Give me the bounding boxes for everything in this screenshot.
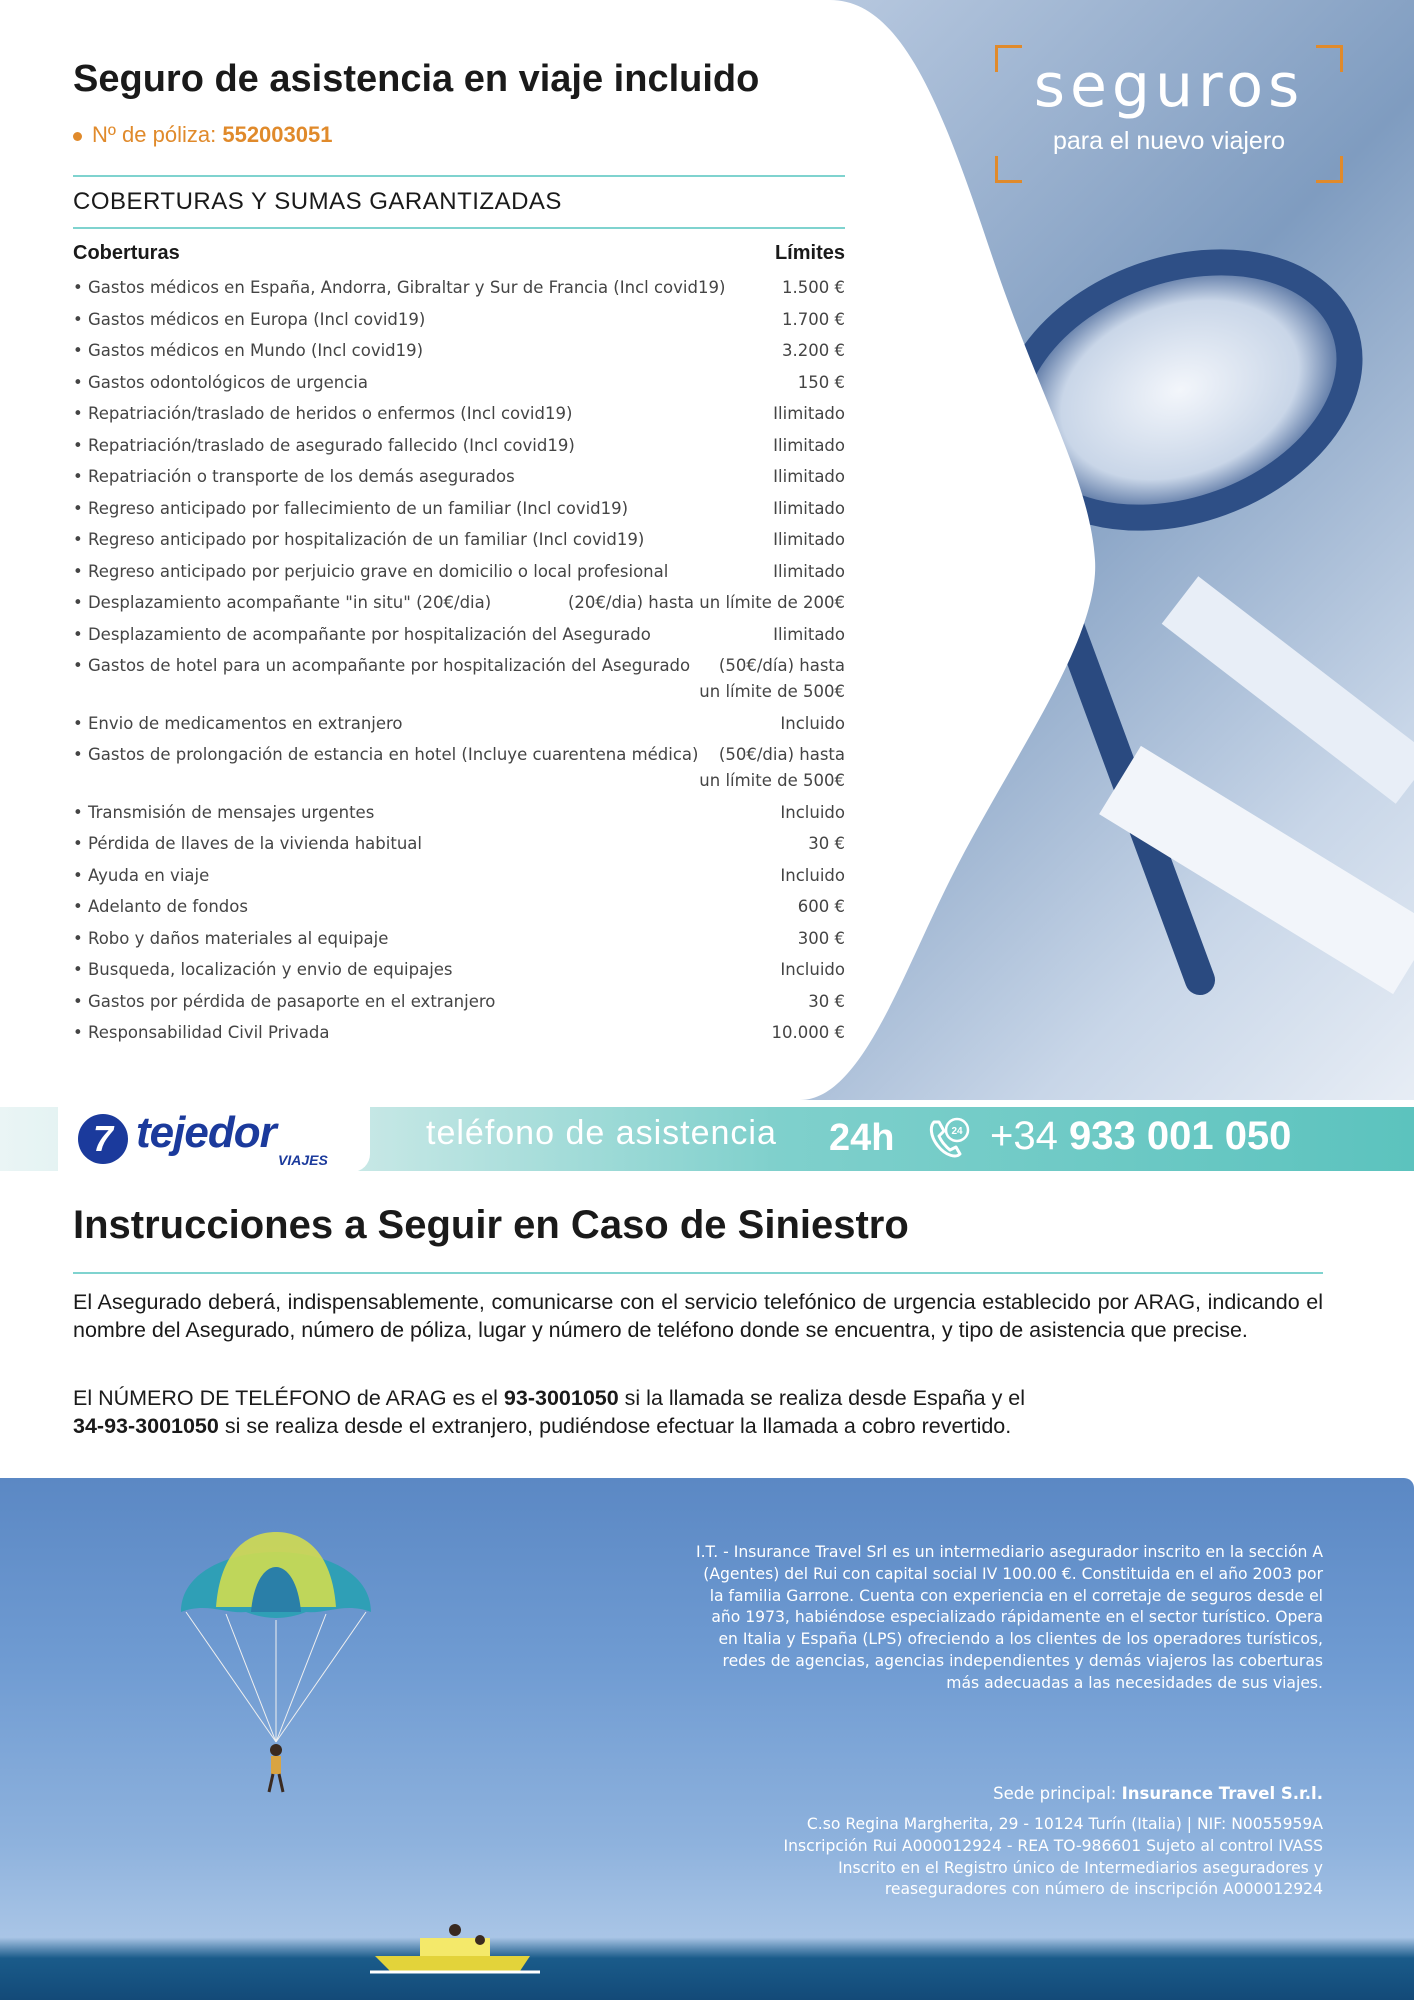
coverage-limit: Ilimitado (773, 498, 845, 518)
coverage-limit: 30 € (808, 991, 845, 1011)
coverage-label: • Gastos médicos en España, Andorra, Gibraltar y Sur de Francia (Incl covid19) (73, 278, 726, 297)
coverage-limit: Ilimitado (773, 435, 845, 455)
limits-column-header: Límites (774, 242, 845, 264)
logo-seven-icon: 7 (78, 1114, 128, 1164)
coverage-label: • Repatriación o transporte de los demás asegurados (73, 467, 515, 486)
coverage-row (73, 740, 845, 798)
headquarters-line: Sede principal: Insurance Travel S.r.l. (993, 1784, 1323, 1803)
parachute-graphic (176, 1502, 376, 1802)
coverage-limit: (50€/día) hasta un límite de 500€ (699, 656, 845, 701)
divider (73, 1272, 1323, 1274)
coverage-label: • Gastos por pérdida de pasaporte en el extranjero (73, 991, 496, 1011)
logo-name: tejedor (136, 1108, 276, 1157)
coverage-row (73, 1018, 845, 1050)
coverage-row (73, 955, 845, 987)
coverage-label: • Adelanto de fondos (73, 897, 248, 916)
seguros-subtitle: para el nuevo viajero (1052, 127, 1286, 155)
coverage-row (73, 829, 845, 861)
coverage-label: • Envio de medicamentos en extranjero (73, 713, 403, 733)
coverage-row (73, 399, 845, 431)
company-address: C.so Regina Margherita, 29 - 10124 Turín (Italia) | NIF: N0055959A Inscripción Rui A000012924 - REA TO-986601 Sujeto al control IVASS Inscrito en el Registro único de Intermediarios aseguradores y reaseguradores con número de inscripción A000012924 (783, 1815, 1323, 1899)
coverage-limit: (20€/dia) hasta un límite de 200€ (567, 593, 845, 612)
coverage-limit: Ilimitado (773, 467, 845, 486)
coverage-label: • Busqueda, localización y envio de equipajes (73, 960, 453, 979)
page-title: Seguro de asistencia en viaje incluido (73, 58, 760, 100)
coverage-label: • Pérdida de llaves de la vivienda habitual (73, 834, 422, 853)
instructions-paragraph-2: El NÚMERO DE TELÉFONO de ARAG es el 93-3001050 si la llamada se realiza desde España y el 34-93-3001050 si se realiza desde el extranjero, pudiéndose efectuar la llamada a cobro revertido. (73, 1386, 1026, 1438)
coverage-label: • Desplazamiento acompañante "in situ" (20€/dia) (73, 593, 492, 612)
coverage-limit: Incluido (780, 802, 845, 822)
coverage-row (73, 651, 845, 709)
coverage-row (73, 798, 845, 830)
coverage-row (73, 525, 845, 557)
coverage-row (73, 892, 845, 924)
logo-tagline: VIAJES (278, 1152, 328, 1168)
boat-graphic (370, 1916, 540, 1976)
coverage-label: • Gastos odontológicos de urgencia (73, 372, 368, 392)
coverage-section-title: COBERTURAS Y SUMAS GARANTIZADAS (73, 188, 562, 215)
company-description: I.T. - Insurance Travel Srl es un intermediario asegurador inscrito en la sección A (Agentes) del Rui con capital social IV 100.00 €. Constituida en el año 2003 por la familia Garrone. Cuenta con experiencia en el corretaje de seguros desde el año 1973, habiéndose especializado rápidamente en el sector turístico. Opera en Italia y España (LPS) ofreciendo a los clientes de los operadores turísticos, redes de agencias, agencias independientes y demás viajeros las coberturas más adecuadas a las necesidades de sus viajes. (696, 1543, 1323, 1692)
assistance-phone[interactable]: +34 933 001 050 (990, 1114, 1292, 1158)
coverage-limit: Ilimitado (773, 561, 845, 581)
arag-phone-spain[interactable]: 93-3001050 (503, 1386, 619, 1410)
coverage-limit: (50€/dia) hasta un límite de 500€ (699, 745, 845, 790)
coverage-row (73, 861, 845, 893)
coverage-row (73, 924, 845, 956)
coverage-row (73, 431, 845, 463)
coverage-limit: 3.200 € (782, 341, 845, 360)
svg-text:24: 24 (951, 1126, 963, 1137)
coverage-label: • Regreso anticipado por fallecimiento de un familiar (Incl covid19) (73, 498, 629, 518)
coverage-limit: Incluido (780, 713, 845, 733)
coverage-row (73, 305, 845, 337)
divider (73, 175, 845, 177)
coverage-row (73, 709, 845, 741)
coverage-limit: Ilimitado (773, 404, 845, 423)
coverage-row (73, 462, 845, 494)
instructions-title: Instrucciones a Seguir en Caso de Siniestro (73, 1203, 909, 1247)
arag-phone-abroad[interactable]: 34-93-3001050 (73, 1414, 219, 1438)
coverage-limit: 30 € (808, 834, 845, 853)
coverage-limit: Ilimitado (773, 624, 845, 644)
coverage-limit: Ilimitado (773, 530, 845, 549)
coverage-row (73, 336, 845, 368)
coverage-limit: 10.000 € (771, 1023, 845, 1042)
policy-number: 552003051 (222, 122, 333, 147)
bullet-icon (73, 132, 82, 141)
coverage-label: • Gastos médicos en Mundo (Incl covid19) (73, 341, 424, 360)
assistance-hours: 24h (829, 1117, 895, 1159)
coverage-limit: 1.700 € (782, 309, 845, 329)
coverage-label: • Desplazamiento de acompañante por hospitalización del Asegurado (73, 624, 651, 644)
coverage-row (73, 987, 845, 1019)
coverage-limit: Incluido (780, 865, 845, 885)
coverage-label: • Gastos de hotel para un acompañante por hospitalización del Asegurado (73, 656, 691, 675)
coverage-label: • Repatriación/traslado de heridos o enfermos (Incl covid19) (73, 404, 573, 423)
coverage-limit: Incluido (780, 960, 845, 979)
coverage-row (73, 368, 845, 400)
coverage-label: • Responsabilidad Civil Privada (73, 1023, 330, 1042)
coverage-row (73, 557, 845, 589)
policy-line (73, 122, 332, 148)
coverage-limit: 600 € (797, 897, 845, 916)
coverage-label: • Repatriación/traslado de asegurado fallecido (Incl covid19) (73, 435, 575, 455)
instructions-paragraph-1: El Asegurado deberá, indispensablemente, comunicarse con el servicio telefónico de urgencia establecido por ARAG, indicando el nombre del Asegurado, número de póliza, lugar y número de teléfono donde se encuentra, y tipo de asistencia que precise. (73, 1290, 1323, 1342)
coverage-label: • Robo y daños materiales al equipaje (73, 928, 389, 948)
coverage-label: • Ayuda en viaje (73, 865, 210, 885)
coverage-limit: 300 € (797, 928, 845, 948)
divider (73, 227, 845, 229)
coverage-label: • Transmisión de mensajes urgentes (73, 802, 375, 822)
phone-24h-icon (924, 1116, 972, 1160)
assistance-label: teléfono de asistencia (426, 1114, 777, 1152)
coverage-row (73, 620, 845, 652)
coverage-label: • Regreso anticipado por hospitalización de un familiar (Incl covid19) (73, 530, 645, 549)
coverage-row (73, 494, 845, 526)
coverage-limit: 1.500 € (782, 278, 845, 297)
coverage-label: • Regreso anticipado por perjuicio grave en domicilio o local profesional (73, 561, 669, 581)
coverage-table (73, 273, 845, 1050)
coverage-row (73, 588, 845, 620)
coverage-column-header: Coberturas (73, 242, 180, 264)
coverage-label: • Gastos médicos en Europa (Incl covid19) (73, 309, 426, 329)
coverage-label: • Gastos de prolongación de estancia en hotel (Incluye cuarentena médica) (73, 745, 699, 764)
seguros-title: seguros (1033, 51, 1305, 121)
seguros-badge (995, 45, 1343, 183)
coverage-row (73, 273, 845, 305)
policy-label: Nº de póliza: (92, 122, 217, 147)
tejedor-logo (58, 1104, 370, 1172)
coverage-limit: 150 € (797, 372, 845, 392)
